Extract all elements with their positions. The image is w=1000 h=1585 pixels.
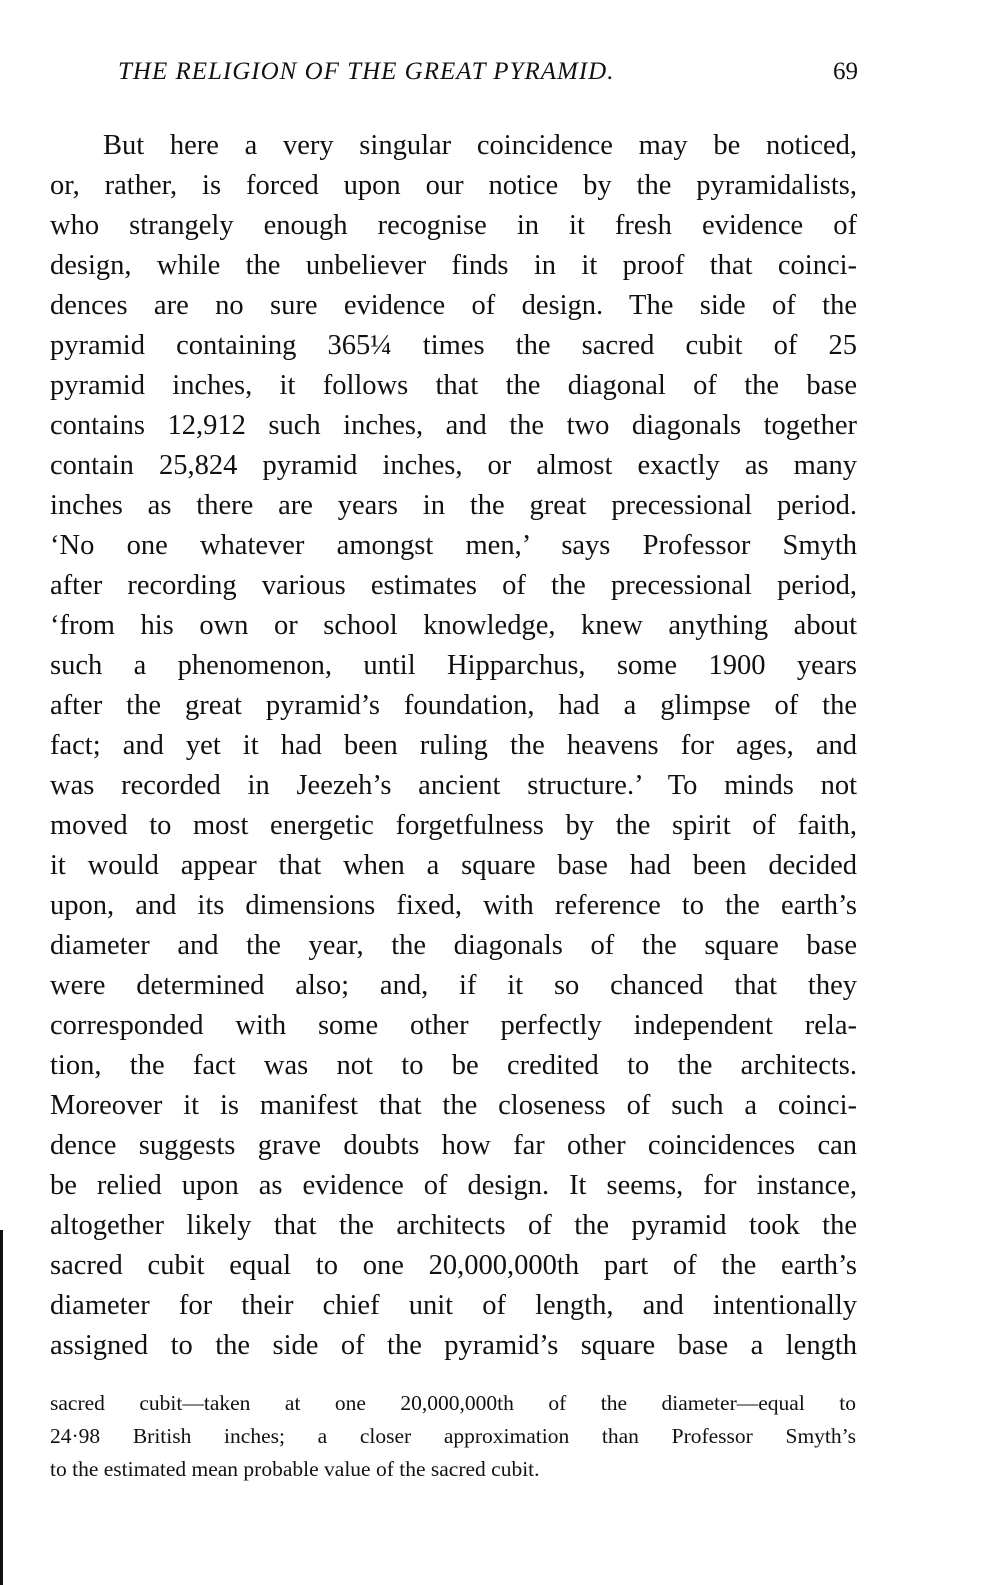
text-line: pyramid inches, it follows that the diagonal of the base bbox=[50, 370, 857, 401]
text-line: assigned to the side of the pyramid’s square base a length bbox=[50, 1330, 857, 1361]
text-line: inches as there are years in the great precessional period. bbox=[50, 490, 857, 521]
text-line: ‘from his own or school knowledge, knew anything about bbox=[50, 610, 857, 641]
text-line: sacred cubit equal to one 20,000,000th part of the earth’s bbox=[50, 1250, 857, 1281]
footnote-line: 24·98 British inches; a closer approximation than Professor Smyth’s bbox=[50, 1424, 856, 1448]
text-line: moved to most energetic forgetfulness by the spirit of faith, bbox=[50, 810, 857, 841]
footnote-line: to the estimated mean probable value of the sacred cubit. bbox=[50, 1457, 540, 1481]
text-line: ‘No one whatever amongst men,’ says Professor Smyth bbox=[50, 530, 857, 561]
text-line: after the great pyramid’s foundation, had a glimpse of the bbox=[50, 690, 857, 721]
text-line: altogether likely that the architects of the pyramid took the bbox=[50, 1210, 857, 1241]
text-line: who strangely enough recognise in it fresh evidence of bbox=[50, 210, 857, 241]
text-line: But here a very singular coincidence may be noticed, bbox=[103, 130, 857, 161]
footnote-line: sacred cubit—taken at one 20,000,000th of the diameter—equal to bbox=[50, 1391, 856, 1415]
running-header bbox=[118, 58, 858, 98]
text-line: contain 25,824 pyramid inches, or almost exactly as many bbox=[50, 450, 857, 481]
text-line: was recorded in Jeezeh’s ancient structure.’ To minds not bbox=[50, 770, 857, 801]
text-line: were determined also; and, if it so chanced that they bbox=[50, 970, 857, 1001]
text-line: diameter and the year, the diagonals of the square base bbox=[50, 930, 857, 961]
text-line: contains 12,912 such inches, and the two diagonals together bbox=[50, 410, 857, 441]
text-line: upon, and its dimensions fixed, with reference to the earth’s bbox=[50, 890, 857, 921]
text-line: after recording various estimates of the precessional period, bbox=[50, 570, 857, 601]
text-line: fact; and yet it had been ruling the heavens for ages, and bbox=[50, 730, 857, 761]
text-line: design, while the unbeliever finds in it proof that coinci- bbox=[50, 250, 857, 281]
text-line: such a phenomenon, until Hipparchus, some 1900 years bbox=[50, 650, 857, 681]
text-line: diameter for their chief unit of length, and intentionally bbox=[50, 1290, 857, 1321]
text-line: dences are no sure evidence of design. The side of the bbox=[50, 290, 857, 321]
footnote bbox=[50, 1387, 856, 1486]
text-line: or, rather, is forced upon our notice by the pyramidalists, bbox=[50, 170, 857, 201]
text-line: dence suggests grave doubts how far other coincidences can bbox=[50, 1130, 857, 1161]
text-line: it would appear that when a square base had been decided bbox=[50, 850, 857, 881]
text-line: Moreover it is manifest that the closeness of such a coinci- bbox=[50, 1090, 857, 1121]
text-line: tion, the fact was not to be credited to the architects. bbox=[50, 1050, 857, 1081]
text-line: pyramid containing 365¼ times the sacred cubit of 25 bbox=[50, 330, 857, 361]
body-text bbox=[50, 126, 857, 1366]
text-line: corresponded with some other perfectly independent rela- bbox=[50, 1010, 857, 1041]
running-title: THE RELIGION OF THE GREAT PYRAMID. bbox=[118, 58, 615, 85]
page-number: 69 bbox=[833, 58, 858, 85]
text-line: be relied upon as evidence of design. It seems, for instance, bbox=[50, 1170, 857, 1201]
page-edge bbox=[0, 1230, 3, 1585]
